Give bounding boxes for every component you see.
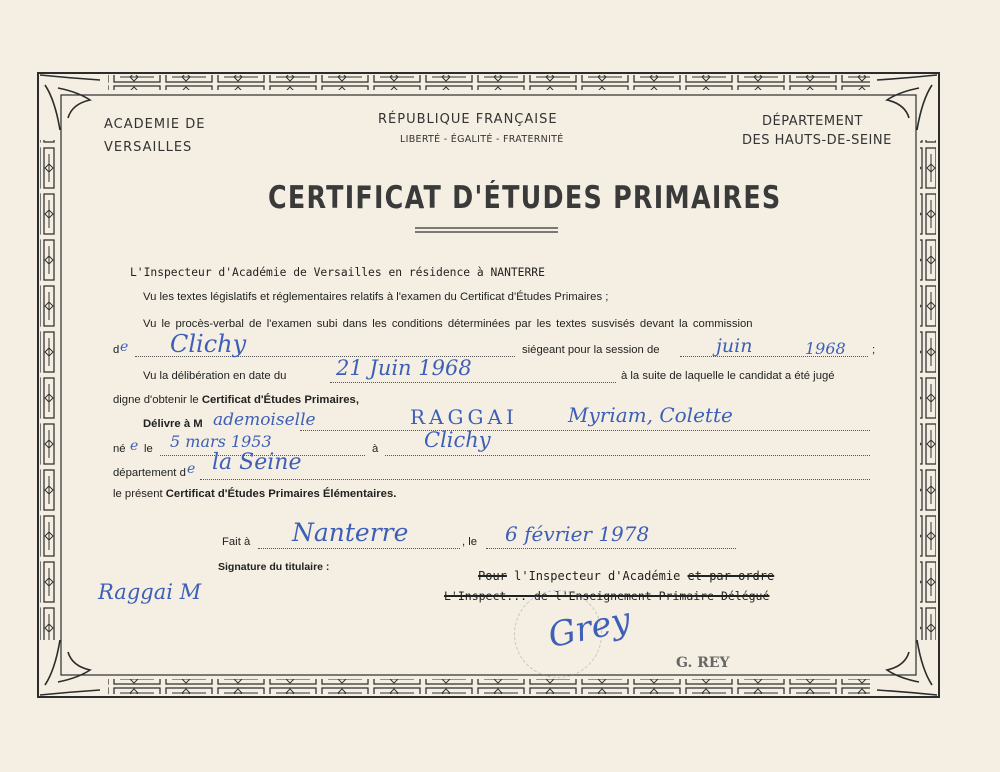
mademoiselle: ademoiselle [213, 410, 316, 430]
commission-prefix: e [120, 339, 129, 355]
official-signature: Grey [544, 599, 635, 657]
session-month: juin [716, 335, 753, 357]
holder-surname: RAGGAI [410, 405, 518, 429]
le-label: le [144, 443, 153, 455]
academy-line2: VERSAILLES [104, 140, 193, 155]
digne-line [113, 394, 359, 406]
birth-date: 5 mars 1953 [170, 432, 272, 451]
digne-certificate: Certificat d'Études Primaires, [201, 394, 359, 406]
certificate-title: CERTIFICAT D'ÉTUDES PRIMAIRES [268, 180, 782, 216]
session-label: siégeant pour la session de [522, 344, 660, 356]
signatory-name: G. REY [676, 655, 730, 671]
pour-rest: l'Inspecteur d'Académie [506, 569, 688, 583]
present-certificate: Certificat d'Études Primaires Élémentaires. [165, 488, 397, 500]
ne-suffix: e [130, 438, 139, 454]
vu-proces-verbal: Vu le procès-verbal de l'examen subi dans les conditions déterminées par les textes susvisés devant la commission [143, 318, 753, 330]
present-prefix: le présent [113, 488, 163, 500]
semicolon: ; [872, 344, 876, 356]
birth-place: Clichy [424, 428, 491, 452]
signature-label: Signature du titulaire : [218, 561, 330, 573]
deliberation-label: Vu la délibération en date du [143, 370, 287, 382]
inspector-line: L'Inspecteur d'Académie de Versailles en résidence à NANTERRE [130, 266, 545, 279]
vu-texts: Vu les textes législatifs et réglementaires relatifs à l'examen du Certificat d'Études Primaires ; [143, 291, 609, 303]
fait-place: Nanterre [292, 518, 409, 547]
inspector-signature-title [478, 569, 774, 583]
holder-firstnames: Myriam, Colette [568, 403, 733, 427]
commission-name: Clichy [170, 330, 247, 358]
republic-heading: RÉPUBLIQUE FRANÇAISE [378, 112, 558, 127]
department-line2: DES HAUTS-DE-SEINE [742, 133, 892, 148]
holder-signature: Raggai M [98, 580, 202, 604]
ne-label: né [113, 443, 126, 455]
delivre-label: Délivre à M [143, 418, 203, 430]
inspect-line-struck: L'Inspect... de l'Enseignement Primaire Délégué [444, 589, 770, 603]
a-label: à [372, 443, 379, 455]
deliberation-suffix: à la suite de laquelle le candidat a été jugé [621, 370, 835, 382]
par-ordre-struck: et par ordre [687, 569, 775, 583]
republic-motto: LIBERTÉ - ÉGALITÉ - FRATERNITÉ [400, 134, 564, 145]
digne-prefix: digne d'obtenir le [113, 394, 199, 406]
de-label: d [113, 344, 120, 356]
academy-line1: ACADEMIE DE [104, 117, 206, 132]
fait-label: Fait à [222, 536, 251, 548]
session-year: 1968 [805, 339, 846, 358]
department-line1: DÉPARTEMENT [762, 114, 863, 129]
department-label: département d [113, 467, 186, 479]
department-prefix: e [187, 461, 196, 477]
deliberation-date: 21 Juin 1968 [336, 356, 472, 380]
fait-date: 6 février 1978 [505, 522, 650, 546]
le2-label: , le [462, 536, 478, 548]
pour-struck: Pour [478, 569, 507, 583]
present-line [113, 488, 396, 500]
department-name: la Seine [212, 450, 302, 475]
